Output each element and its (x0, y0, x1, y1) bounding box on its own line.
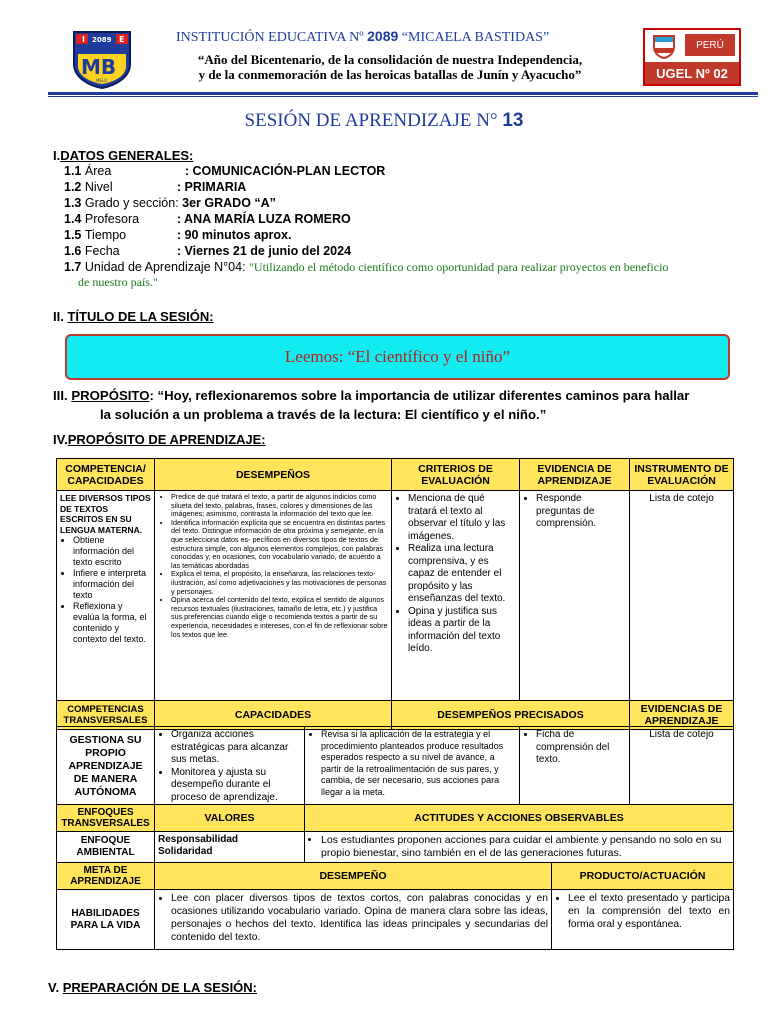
header-trans-evidencias: EVIDENCIAS DE APRENDIZAJE (630, 701, 734, 730)
enfoque-table (56, 804, 734, 863)
meta-desempeno: • Lee con placer diversos tipos de textos cortos, con palabras conocidas y en ocasiones utilizando vocabulario variado. Opina de manera clara sobre las ideas, personajes o hechos del texto. Identifica las ideas principales y secundarias del contenido del texto. (155, 890, 552, 950)
capacidad-item: • Reflexiona y evalúa la forma, el contenido y contexto del texto. (73, 601, 151, 645)
peru-label: PERÚ (685, 34, 735, 56)
header-competencia: COMPETENCIA/ CAPACIDADES (57, 459, 155, 491)
trans-evidencia: • Ficha de comprensión del texto. (520, 727, 630, 807)
criterio-item: • Menciona de qué tratará el texto al observar el título y las imágenes. (408, 493, 516, 543)
learning-purpose-heading: IV.PROPÓSITO DE APRENDIZAJE: (53, 432, 266, 447)
trans-capacidad-item: • Monitorea y ajusta su desempeño durante el proceso de aprendizaje. (171, 767, 301, 805)
header-meta-desempeno: DESEMPEÑO (155, 863, 552, 890)
preparation-heading: V. PREPARACIÓN DE LA SESIÓN: (48, 980, 258, 995)
year-motto: “Año del Bicentenario, de la consolidación de nuestra Independencia, y de la conmemoración de las heroicas batallas de Junín y Ayacucho” (197, 52, 583, 82)
institution-name: INSTITUCIÓN EDUCATIVA Nº 2089 “MICAELA BASTIDAS” (176, 28, 550, 45)
evidencia-cell (520, 491, 630, 701)
general-item: 1.3 Grado y sección: 3er GRADO “A” (64, 196, 276, 210)
desempeno-item: • Explica el tema, el propósito, la enseñanza, las relaciones texto-ilustración, así como adjetivaciones y las motivaciones de personas y personajes. (171, 570, 388, 596)
desempeno-item: • Predice de qué tratará el texto, a partir de algunos indicios como silueta del texto, palabras, frases, colores y dimensiones de las imágenes; asimismo, contrasta la información del texto que lee. (171, 493, 388, 519)
trans-desempeno: • Revisa si la aplicación de la estrategia y el procedimiento planteados produce resultados esperados respecto a su nivel de avance, a partir de la retroalimentación de sus pares, y cambia, de ser necesario, sus acciones para llegar a la meta. (305, 727, 520, 807)
logo-letter-right: E (119, 35, 125, 44)
header-instrumento: INSTRUMENTO DE EVALUACIÓN (630, 459, 734, 491)
enfoque-name: ENFOQUE AMBIENTAL (57, 832, 155, 863)
session-title: SESIÓN DE APRENDIZAJE N° 13 (244, 110, 524, 131)
header-enfoques: ENFOQUES TRANSVERSALES (57, 805, 155, 832)
ugel-label: UGEL Nº 02 (645, 62, 739, 84)
instrumento-cell: Lista de cotejo (630, 491, 734, 701)
general-item: 1.5 Tiempo : 90 minutos aprox. (64, 228, 292, 242)
learning-table (56, 458, 734, 730)
capacidad-item: • Obtiene información del texto escrito (73, 535, 151, 568)
general-item: 1.4 Profesora : ANA MARÍA LUZA ROMERO (64, 212, 351, 226)
purpose-block: III. PROPÓSITO: “Hoy, reflexionaremos sobre la importancia de utilizar diferentes caminos para hallar la solución a un problema a través de la lectura: El científico y el niño.” (53, 386, 743, 424)
criterios-cell (392, 491, 520, 701)
evidencia-item: • Responde preguntas de comprensión. (536, 493, 626, 531)
capacidad-item: • Infiere e interpreta información del texto (73, 568, 151, 601)
criterio-item: • Realiza una lectura comprensiva, y es capaz de entender el propósito y las enseñanzas del texto. (408, 543, 516, 606)
header-valores: VALORES (155, 805, 305, 832)
logo-initials: MB (81, 55, 117, 79)
purpose-heading: PROPÓSITO (71, 388, 150, 403)
header-trans-desempenos: DESEMPEÑOS PRECISADOS (392, 701, 630, 730)
header-divider-thin (48, 96, 758, 97)
trans-capacidad-item: • Organiza acciones estratégicas para alcanzar sus metas. (171, 729, 301, 767)
desempeno-item: • Opina acerca del contenido del texto, explica el sentido de algunos recursos textuales (ilustraciones, tamaño de letra, etc.) y justifica sus preferencias cuando elige o recomienda textos a partir de su experiencia, necesidades e intereses, con el fin de reflexionar sobre los textos que lee. (171, 596, 388, 639)
purpose-text-1: : “Hoy, reflexionaremos sobre la importancia de utilizar diferentes caminos para hallar (149, 388, 690, 403)
desempeno-item: • Identifica información explícita que se encuentra en distintas partes del texto. Distingue información de otra próxima y semejante, en la que selecciona datos es- pecíficos en diversos tipos de textos de estructura simple, con algunos elementos complejos, con palabras conocidas y, en ocasiones, con vocabulario variado, de acuerdo a las temáticas abordadas (171, 519, 388, 571)
meta-producto: • Lee el texto presentado y participa en la comprensión del texto en forma oral y espontánea. (552, 890, 734, 950)
header-producto: PRODUCTO/ACTUACIÓN (552, 863, 734, 890)
purpose-text-2: la solución a un problema a través de la lectura: El científico y el niño.” (100, 407, 547, 422)
general-data-heading: I.DATOS GENERALES: (53, 148, 194, 163)
meta-name: HABILIDADES PARA LA VIDA (57, 890, 155, 950)
logo-year: 2089 (92, 36, 112, 44)
general-item: 1.1 Área : COMUNICACIÓN-PLAN LECTOR (64, 164, 386, 178)
ugel-logo (643, 28, 741, 86)
meta-table (56, 862, 734, 950)
school-logo (70, 26, 134, 90)
logo-bottom-text: MELO (96, 78, 108, 83)
trans-competencia: GESTIONA SU PROPIO APRENDIZAJE DE MANERA AUTÓNOMA (57, 727, 155, 807)
header-actitudes: ACTITUDES Y ACCIONES OBSERVABLES (305, 805, 734, 832)
trans-capacidades (155, 727, 305, 807)
header-desempenos: DESEMPEÑOS (155, 459, 392, 491)
general-item-unit: 1.7 Unidad de Aprendizaje N°04: "Utilizando el método científico como oportunidad para realizar proyectos en beneficio de nuestro país." (64, 260, 669, 289)
general-item: 1.6 Fecha : Viernes 21 de junio del 2024 (64, 244, 352, 258)
header-evidencia: EVIDENCIA DE APRENDIZAJE (520, 459, 630, 491)
header-divider (48, 92, 758, 95)
criterio-item: • Opina y justifica sus ideas a partir de la información del texto leído. (408, 606, 516, 656)
desempenos-cell (155, 491, 392, 701)
trans-instrumento: Lista de cotejo (630, 727, 734, 807)
header-criterios: CRITERIOS DE EVALUACIÓN (392, 459, 520, 491)
actitud-cell: • Los estudiantes proponen acciones para cuidar el ambiente y pensando no solo en su propio bienestar, sino también en el de las generaciones futuras. (305, 832, 734, 863)
header-meta: META DE APRENDIZAJE (57, 863, 155, 890)
transversal-table (56, 726, 734, 807)
header-trans-capacidades: CAPACIDADES (155, 701, 392, 730)
logo-letter-left: I (82, 35, 85, 44)
session-title-heading: II. TÍTULO DE LA SESIÓN: (53, 309, 214, 324)
competencia-cell: LEE DIVERSOS TIPOS DE TEXTOS ESCRITOS EN SU LENGUA MATERNA. • Obtiene información del texto escrito • Infiere e interpreta información del texto • Reflexiona y evalúa la forma, el contenido y contexto del texto. (57, 491, 155, 701)
session-title-box: Leemos: “El científico y el niño” (65, 334, 730, 380)
general-data-list (64, 164, 744, 290)
valores-cell: Responsabilidad Solidaridad (155, 832, 305, 863)
peru-shield-icon (651, 33, 677, 59)
header-trans-competencias: COMPETENCIAS TRANSVERSALES (57, 701, 155, 730)
general-item: 1.2 Nivel : PRIMARIA (64, 180, 247, 194)
